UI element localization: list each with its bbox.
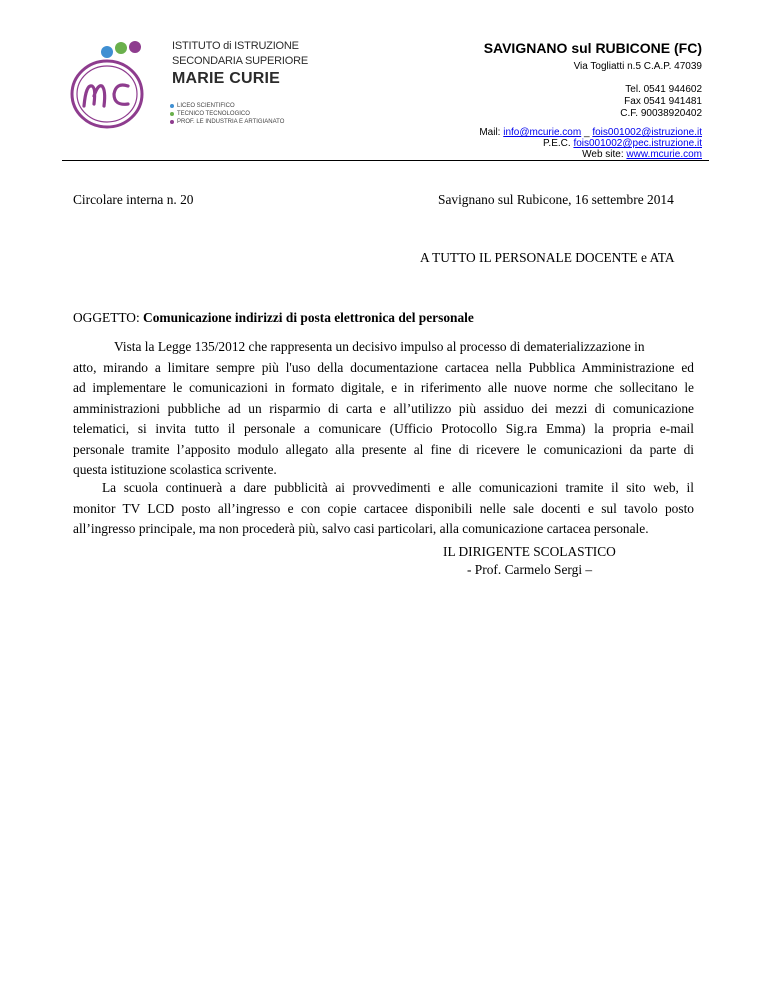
header-tel: Tel. 0541 944602 [625,84,702,95]
header-pec: P.E.C. fois001002@pec.istruzione.it [543,138,702,149]
purple-dot-icon [170,120,174,124]
paragraph-line: questa istituzione scolastica scrivente. [73,462,277,477]
pec-link[interactable]: fois001002@pec.istruzione.it [573,138,702,149]
paragraph-line: all’ingresso principale, ma non procederà più, salvo casi particolari, alla comunicazione cartacea personale. [73,521,649,536]
signature-name: - Prof. Carmelo Sergi – [467,562,593,577]
subject-line [73,310,474,326]
header-divider [62,160,709,161]
paragraph-line: La scuola continuerà a dare pubblicità ai provvedimenti e alle comunicazioni tramite il sito web, il [102,480,694,495]
header-city: SAVIGNANO sul RUBICONE (FC) [483,40,702,56]
header-mail: Mail: info@mcurie.com _ fois001002@istruzione.it [479,127,702,138]
header-fax: Fax 0541 941481 [624,96,702,107]
paragraph-line: atto, mirando a limitare sempre più l'uso della documentazione cartacea nella Pubblica Amministrazione ed [73,359,694,375]
circolare-number: Circolare interna n. 20 [73,192,194,207]
paragraph-1 [73,337,694,481]
list-item: PROF. LE INDUSTRIA E ARTIGIANATO [170,118,284,126]
subject-label: OGGETTO: [73,310,144,325]
paragraph-line: telematici, si invita tutto il personale a comunicare (Ufficio Protocollo Sig.ra Emma) la propria e-mail [73,421,694,436]
paragraph-line: ad implementare le comunicazioni in formato digitale, e in riferimento alle nuove norme che sollecitano le [73,380,694,395]
paragraph-line: monitor TV LCD posto all’ingresso e con copie cartacee disponibili nelle sale docenti e sul tavolo posto [73,500,694,516]
mail-link-istruzione[interactable]: fois001002@istruzione.it [592,127,702,138]
header-web: Web site: www.mcurie.com [582,149,702,160]
logo-course-list [170,102,284,126]
logo-line3: MARIE CURIE [172,70,280,87]
list-item: TECNICO TECNOLOGICO [170,110,284,118]
mc-monogram-icon [62,34,170,134]
signature-title: IL DIRIGENTE SCOLASTICO [443,544,616,559]
recipient: A TUTTO IL PERSONALE DOCENTE e ATA [420,250,675,265]
blue-dot-icon [170,104,174,108]
list-item: LICEO SCIENTIFICO [170,102,284,110]
logo-line1: ISTITUTO di ISTRUZIONE [172,40,299,52]
subject-text: Comunicazione indirizzi di posta elettronica del personale [143,310,474,325]
web-link[interactable]: www.mcurie.com [626,149,702,160]
green-dot-icon [170,112,174,116]
paragraph-line: amministrazioni pubbliche ad un risparmio di carta e all’utilizzo più assiduo dei mezzi di comunicazione [73,400,694,416]
header-cf: C.F. 90038920402 [620,108,702,119]
paragraph-line: Vista la Legge 135/2012 che rappresenta un decisivo impulso al processo di dematerializzazione in [114,339,645,354]
place-date: Savignano sul Rubicone, 16 settembre 2014 [438,192,674,207]
paragraph-2 [73,478,694,540]
logo-line2: SECONDARIA SUPERIORE [172,55,308,67]
school-logo [62,34,314,134]
paragraph-line: personale tramite l’apposito modulo allegato alla presente al fine di ricevere le comunicazioni da parte di [73,441,694,457]
header-address: Via Togliatti n.5 C.A.P. 47039 [573,61,702,72]
mail-link-info[interactable]: info@mcurie.com [503,127,582,138]
